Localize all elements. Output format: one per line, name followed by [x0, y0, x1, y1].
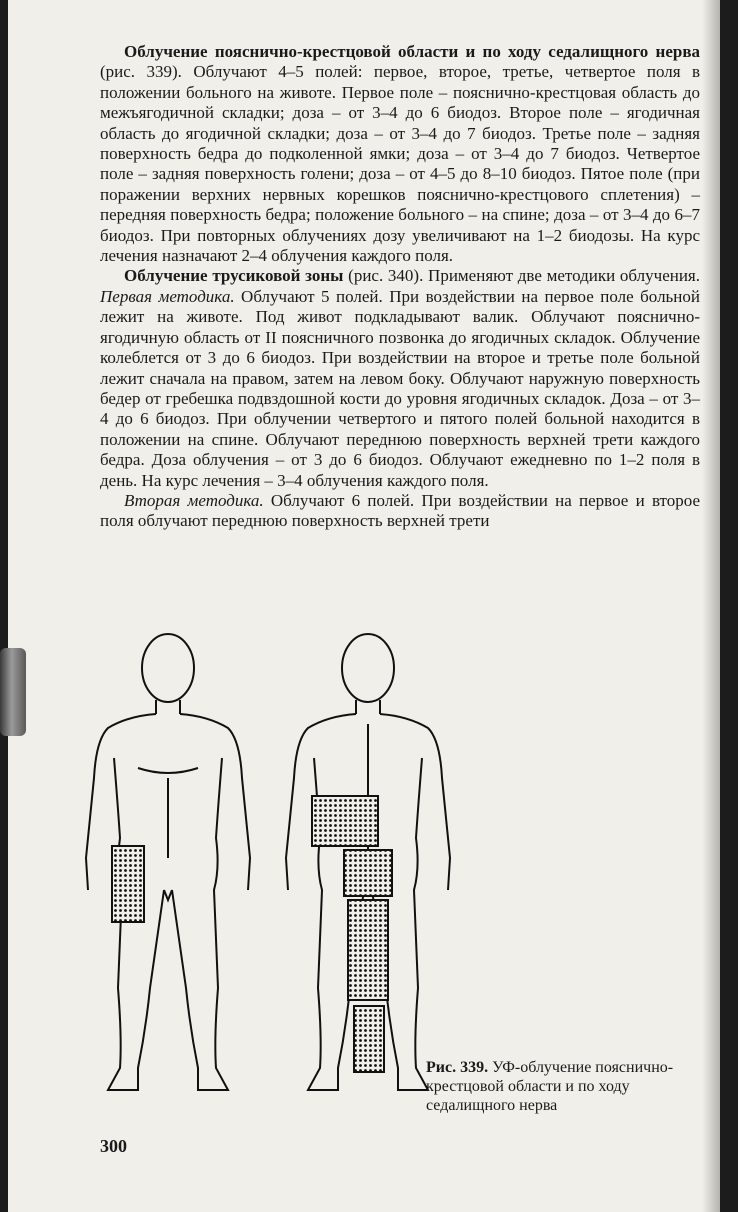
heading-trunk-zone: Облучение трусиковой зоны [124, 266, 344, 286]
paragraph-sciatic-text: (рис. 339). Облучают 4–5 полей: первое, второе, третье, четвертое поля в положении больного на животе. Первое поле – пояснично-крестцовая область до межъягодичной складки; доза – от 3–4 до 6 биодоз. Второе поле – ягодичная область до ягодичной складки; доза – от 3–4 до 7 биодоз. Третье поле – задняя поверхность бедра до подколенной ямки; доза – от 3–4 до 7 биодоз. Четвертое поле – задняя поверхность голени; доза – от 4–5 до 8–10 биодоз. Пятое поле (при поражении верхних нервных корешков пояснично-крестцового сплетения) – передняя поверхность бедра; положение больного – на спине; доза – от 3–4 до 6–7 биодоз. При повторных облучениях дозу увеличивают на 1–2 биодозы. На курс лечения назначают 2–4 облучения каждого поля. [100, 62, 700, 266]
posterior-thigh-field [348, 900, 388, 1000]
paragraph-second-method-text: Облучают 6 полей. При воздействии на первое и второе поля облучают переднюю поверхность верхней трети [100, 490, 701, 531]
binder-clip [0, 648, 26, 736]
paragraph-sciatic [100, 42, 700, 266]
page-number: 300 [100, 1136, 127, 1156]
shin-field [354, 1006, 384, 1072]
body-figures-illustration [68, 628, 468, 1118]
gluteal-field [344, 850, 392, 896]
paragraph-trunk-zone [100, 266, 700, 490]
irradiation-fields [112, 796, 392, 1072]
book-page [8, 0, 720, 1212]
paragraph-trunk-zone-text-a: (рис. 340). Применяют две методики облучения. [343, 266, 700, 286]
paragraph-second-method [100, 491, 700, 532]
lumbosacral-field [312, 796, 378, 846]
figure-caption [426, 1058, 686, 1115]
first-method-label: Первая методика. [100, 286, 235, 306]
second-method-label: Вторая методика. [124, 490, 264, 510]
figure-caption-text: УФ-облучение пояснично-крестцовой области и по ходу седалищного нерва [426, 1059, 674, 1114]
figure-339 [68, 628, 468, 1118]
body-text [100, 42, 700, 532]
front-figure [86, 634, 250, 1090]
figure-number: Рис. 339. [426, 1059, 489, 1076]
page-edge-shadow [702, 0, 720, 1212]
front-thigh-field [112, 846, 144, 922]
paragraph-trunk-zone-text-b: Облучают 5 полей. При воздействии на первое поле больной лежит на животе. Под живот подкладывают валик. Облучают пояснично-ягодичную область от II поясничного позвонка до ягодичных складок. Облучение колеблется от 3 до 6 биодоз. При воздействии на второе и третье поле больной лежит сначала на правом, затем на левом боку. Облучают наружную поверхность бедер от гребешка подвздошной кости до уровня ягодичных складок. Доза – от 3–4 до 6 биодоз. При облучении четвертого и пятого полей больной находится в положении на спине. Облучают переднюю поверхность верхней трети каждого бедра. Доза облучения – от 3 до 6 биодоз. Облучают ежедневно по 1–2 поля в день. На курс лечения – 3–4 облучения каждого поля. [100, 286, 700, 490]
heading-sciatic: Облучение пояснично-крестцовой области и по ходу седалищного нерва [124, 42, 700, 61]
